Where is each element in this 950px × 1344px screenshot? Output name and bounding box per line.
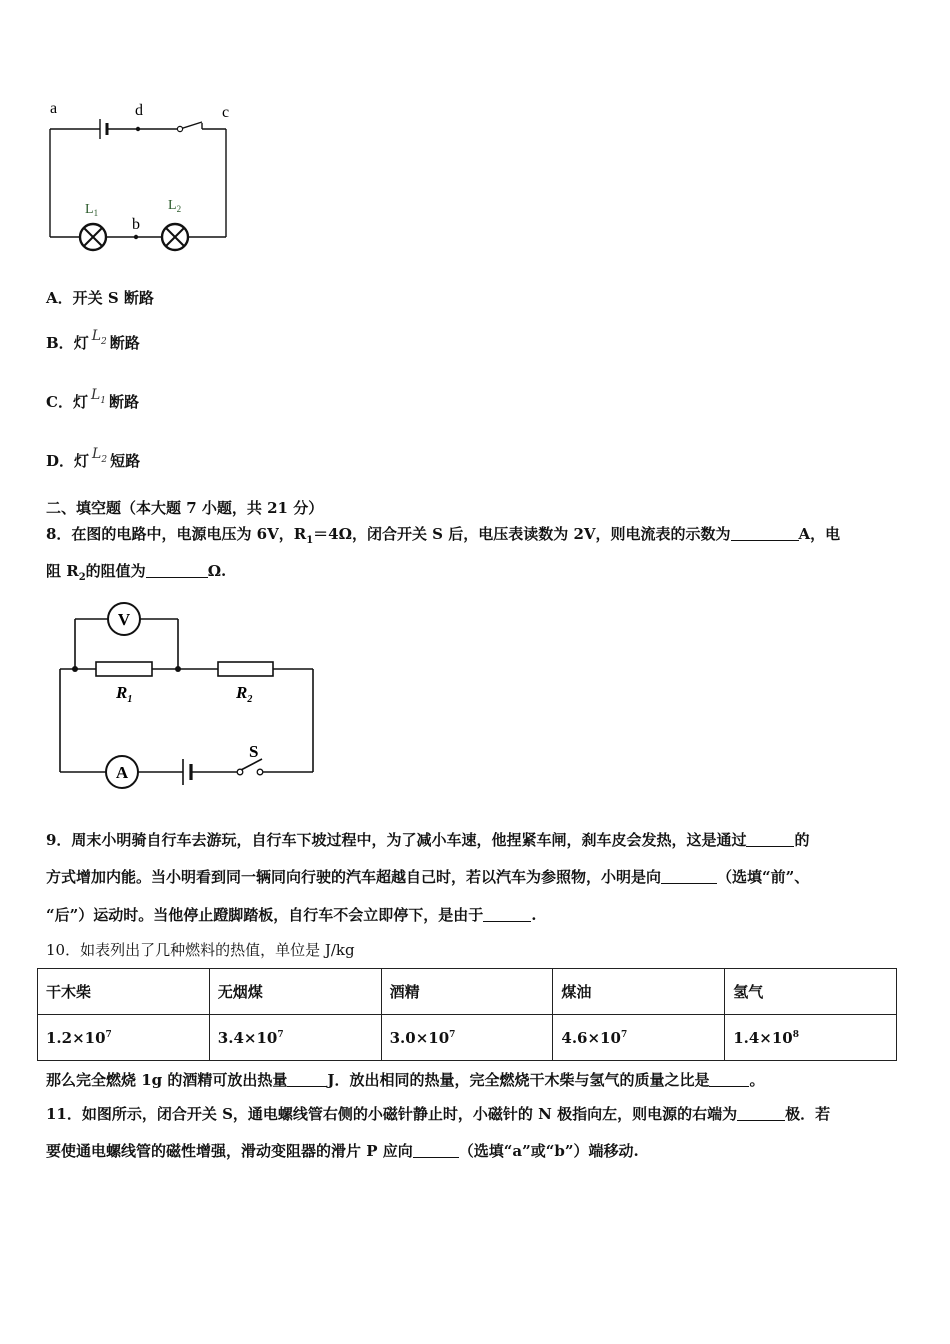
switch-contact xyxy=(237,769,243,775)
answer-blank[interactable] xyxy=(746,832,794,847)
q8-line2 xyxy=(46,560,226,583)
r1-label-sub: 1 xyxy=(127,694,133,705)
lamp-l2-icon xyxy=(162,224,188,250)
ammeter-icon xyxy=(106,756,138,788)
value-base: 1.4×10 xyxy=(733,1028,793,1047)
label-l1: L xyxy=(85,202,94,217)
fuel-table xyxy=(37,968,897,1061)
option-symbol: L xyxy=(90,387,101,403)
q8-text: 的阻值为 xyxy=(85,562,146,580)
lamp-l1-icon xyxy=(80,224,106,250)
q11-text: 11．如图所示，闭合开关 S，通电螺线管右侧的小磁针静止时，小磁针的 N 极指向左，则电源的右端为 xyxy=(46,1105,738,1123)
option-text-post: 断路 xyxy=(109,393,140,411)
table-cell xyxy=(38,1015,210,1061)
q8-text: 8．在图的电路中，电源电压为 6V，R xyxy=(46,525,307,543)
value-exp: 8 xyxy=(792,1029,799,1040)
switch-pivot xyxy=(177,126,182,131)
junction-right xyxy=(175,666,181,672)
q8-line1 xyxy=(46,523,840,546)
q10-text: 。 xyxy=(749,1071,765,1089)
option-text-post: 短路 xyxy=(110,452,141,470)
q9-text: 方式增加内能。当小明看到同一辆同向行驶的汽车超越自己时，若以汽车为参照物，小明是向 xyxy=(46,868,662,886)
answer-blank[interactable] xyxy=(661,869,717,884)
value-exp: 7 xyxy=(105,1029,112,1040)
option-symbol: L xyxy=(92,446,102,462)
q11-text: 要使通电螺线管的磁性增强，滑动变阻器的滑片 P 应向 xyxy=(46,1142,413,1160)
label-l2: L xyxy=(168,198,177,213)
table-header-cell: 酒精 xyxy=(381,969,553,1015)
q9-text: “后”）运动时。当他停止蹬脚踏板，自行车不会立即停下，是由于 xyxy=(46,906,484,924)
label-l1-sub: 1 xyxy=(93,208,99,218)
option-symbol: L xyxy=(91,328,101,344)
junction-b xyxy=(134,235,138,239)
q8-text: Ω. xyxy=(207,562,227,580)
voltmeter-label: V xyxy=(117,610,131,629)
value-exp: 7 xyxy=(620,1029,628,1040)
r1-label: R xyxy=(116,683,128,702)
junction-d xyxy=(136,127,140,131)
q10-text: 那么完全燃烧 1g 的酒精可放出热量 xyxy=(46,1071,288,1089)
section-title: 二、填空题（本大题 7 小题，共 21 分） xyxy=(46,499,324,517)
option-c[interactable] xyxy=(46,387,140,414)
table-header-row xyxy=(38,969,897,1015)
option-symbol-sub: 2 xyxy=(101,336,107,347)
answer-blank[interactable] xyxy=(287,1072,327,1087)
option-text: 灯 xyxy=(74,452,90,470)
q10-text: J．放出相同的热量，完全燃烧干木柴与氢气的质量之比是 xyxy=(327,1071,710,1089)
label-b: b xyxy=(132,216,140,233)
table-header-cell: 无烟煤 xyxy=(209,969,381,1015)
table-cell xyxy=(553,1015,725,1061)
voltmeter-icon xyxy=(108,603,140,635)
label-c: c xyxy=(222,104,230,121)
switch-contact xyxy=(257,769,263,775)
q11-text: 极．若 xyxy=(785,1105,831,1123)
label-l2-sub: 2 xyxy=(176,204,182,214)
svg-text:L1 xyxy=(85,202,98,218)
q10-intro: 10．如表列出了几种燃料的热值，单位是 J/kg xyxy=(46,941,355,959)
value-base: 3.0×10 xyxy=(389,1028,450,1047)
value-base: 4.6×10 xyxy=(561,1028,621,1047)
answer-blank[interactable] xyxy=(483,907,531,922)
label-a: a xyxy=(50,100,58,117)
r2-label: R xyxy=(236,683,248,702)
q10-after xyxy=(46,1069,765,1090)
option-text-post: 断路 xyxy=(109,334,140,352)
q9-text: （选填“前”、 xyxy=(717,868,810,886)
table-row xyxy=(38,1015,897,1061)
option-symbol-sub: 2 xyxy=(101,454,108,465)
value-base: 1.2×10 xyxy=(46,1028,106,1047)
resistor-r2 xyxy=(218,662,273,676)
q9-text: 9．周末小明骑自行车去游玩，自行车下坡过程中，为了减小车速，他捏紧车闸，刹车皮会发热，这是通过 xyxy=(46,831,747,849)
value-exp: 7 xyxy=(277,1029,284,1040)
q9-text: 的 xyxy=(794,831,810,849)
option-text: 灯 xyxy=(73,334,89,352)
q9-line3 xyxy=(46,904,537,925)
option-a[interactable] xyxy=(46,287,154,308)
option-letter: A． xyxy=(46,289,73,307)
option-symbol-sub: 1 xyxy=(100,395,106,406)
answer-blank[interactable] xyxy=(709,1072,749,1087)
circuit-diagram-2 xyxy=(50,595,325,795)
q11-text: （选填“a”或“b”）端移动. xyxy=(458,1142,639,1160)
table-cell xyxy=(381,1015,553,1061)
answer-blank[interactable] xyxy=(737,1106,785,1121)
svg-text:L2 xyxy=(168,198,181,214)
junction-left xyxy=(72,666,78,672)
q8-text: ＝4Ω，闭合开关 S 后，电压表读数为 2V，则电流表的示数为 xyxy=(313,525,731,543)
option-text: 开关 S 断路 xyxy=(72,289,154,307)
label-d: d xyxy=(135,102,143,119)
option-letter: B． xyxy=(46,334,74,352)
resistor-r1 xyxy=(96,662,152,676)
q9-line1 xyxy=(46,829,809,850)
q8-text: 阻 R xyxy=(46,562,79,580)
switch-label: S xyxy=(249,742,259,761)
value-exp: 7 xyxy=(449,1029,456,1040)
circuit-diagram-1 xyxy=(40,95,250,265)
table-header-cell: 煤油 xyxy=(553,969,725,1015)
r2-label-sub: 2 xyxy=(247,694,253,705)
answer-blank[interactable] xyxy=(731,526,799,541)
table-cell xyxy=(209,1015,381,1061)
q8-sub: 1 xyxy=(306,535,314,546)
q9-text: . xyxy=(531,906,537,924)
q8-sub: 2 xyxy=(78,572,86,583)
svg-text:R1 xyxy=(115,683,132,705)
value-base: 3.4×10 xyxy=(217,1028,278,1047)
option-letter: D． xyxy=(46,452,75,470)
q8-text: A，电 xyxy=(798,525,841,543)
option-b[interactable] xyxy=(46,328,140,355)
q11-line1 xyxy=(46,1103,830,1124)
answer-blank[interactable] xyxy=(146,563,208,578)
table-header-cell: 氢气 xyxy=(725,969,897,1015)
option-text: 灯 xyxy=(72,393,88,411)
svg-text:R2 xyxy=(235,683,252,705)
option-d[interactable] xyxy=(46,446,141,473)
table-cell xyxy=(725,1015,897,1061)
ammeter-label: A xyxy=(115,763,129,782)
q11-line2 xyxy=(46,1140,639,1161)
answer-blank[interactable] xyxy=(413,1143,459,1158)
q9-line2 xyxy=(46,866,809,887)
table-header-cell: 干木柴 xyxy=(38,969,210,1015)
option-letter: C． xyxy=(46,393,73,411)
